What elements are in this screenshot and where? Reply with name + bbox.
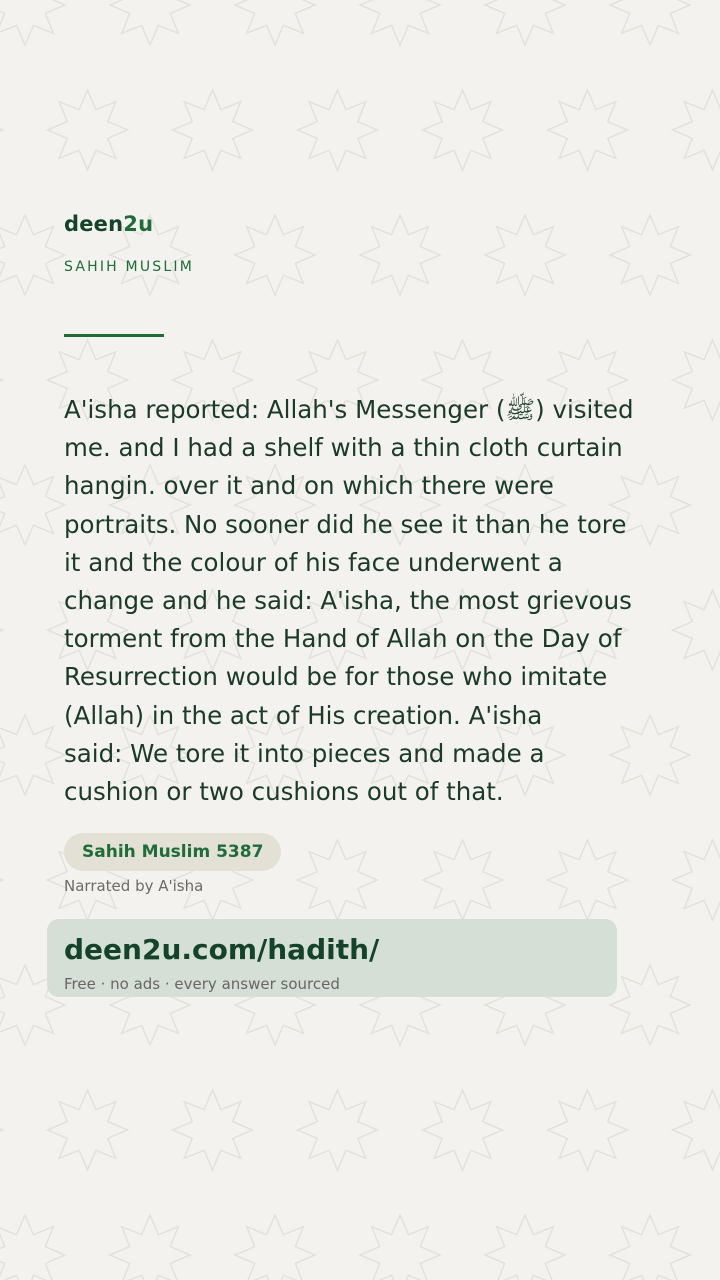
url-card[interactable] [47,919,617,997]
collection-label: SAHIH MUSLIM [64,259,194,275]
divider [64,334,164,337]
brand-name-accent: 2u [123,212,154,236]
brand-logo [64,212,153,236]
narrator-label: Narrated by A'isha [64,877,204,895]
hadith-text: A'isha reported: Allah's Messenger (ﷺ) visited me. and I had a shelf with a thin cloth curtain hangin. over it and on which there were portraits. No sooner did he see it than he tore it and the colour of his face underwent a change and he said: A'isha, the most grievous torment from the Hand of Allah on the Day of Resurrection would be for those who imitate (Allah) in the act of His creation. A'isha said: We tore it into pieces and made a cushion or two cushions out of that. [64,395,634,807]
reference-badge: Sahih Muslim 5387 [64,833,281,871]
brand-name-prefix: deen [64,212,124,236]
tagline: Free · no ads · every answer sourced [64,975,340,993]
url-link[interactable]: deen2u.com/hadith/ [64,933,380,966]
